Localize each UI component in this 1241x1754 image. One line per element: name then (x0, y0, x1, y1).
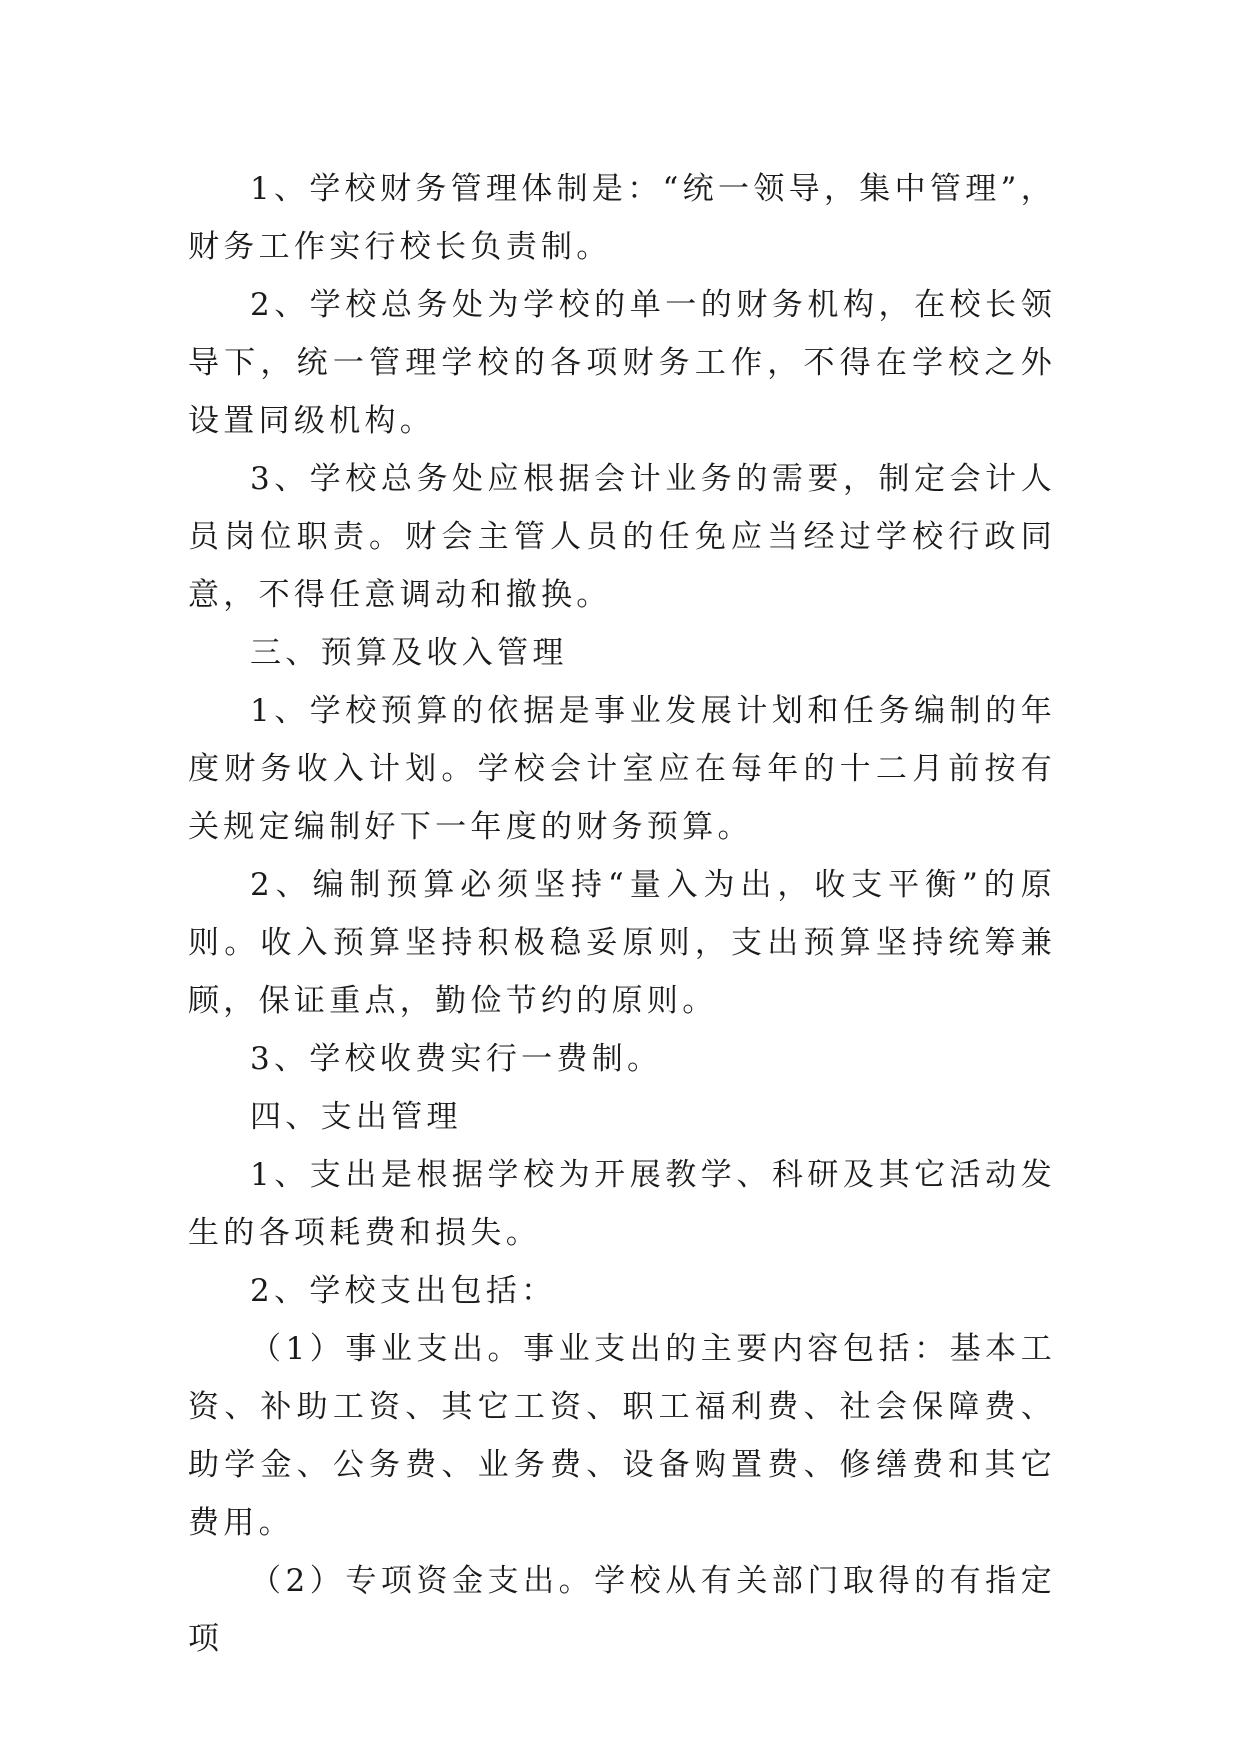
paragraph-finance-system: 1、学校财务管理体制是：“统一领导，集中管理”，财务工作实行校长负责制。 (188, 171, 1056, 265)
paragraph-budget-principles: 2、编制预算必须坚持“量入为出，收支平衡”的原则。收入预算坚持积极稳妥原则，支出预算坚持统筹兼顾，保证重点，勤俭节约的原则。 (188, 867, 1056, 1019)
section-heading-budget-income: 三、预算及收入管理 (250, 635, 568, 671)
section-heading-expenditure: 四、支出管理 (250, 1099, 462, 1135)
paragraph-accounting-duties: 3、学校总务处应根据会计业务的需要，制定会计人员岗位职责。财会主管人员的任免应当经过学校行政同意，不得任意调动和撤换。 (188, 461, 1056, 613)
paragraph-general-affairs-office: 2、学校总务处为学校的单一的财务机构，在校长领导下，统一管理学校的各项财务工作，不得在学校之外设置同级机构。 (188, 287, 1056, 439)
document-body (188, 160, 1056, 1668)
paragraph-budget-basis: 1、学校预算的依据是事业发展计划和任务编制的年度财务收入计划。学校会计室应在每年的十二月前按有关规定编制好下一年度的财务预算。 (188, 693, 1056, 845)
paragraph-expenditure-definition: 1、支出是根据学校为开展教学、科研及其它活动发生的各项耗费和损失。 (188, 1157, 1056, 1251)
paragraph-fee-system: 3、学校收费实行一费制。 (250, 1041, 663, 1077)
paragraph-special-fund-expenditure: （2）专项资金支出。学校从有关部门取得的有指定项 (188, 1563, 1056, 1657)
paragraph-expenditure-includes: 2、学校支出包括： (250, 1273, 557, 1309)
paragraph-operating-expenditure: （1）事业支出。事业支出的主要内容包括：基本工资、补助工资、其它工资、职工福利费、社会保障费、助学金、公务费、业务费、设备购置费、修缮费和其它费用。 (188, 1331, 1056, 1541)
